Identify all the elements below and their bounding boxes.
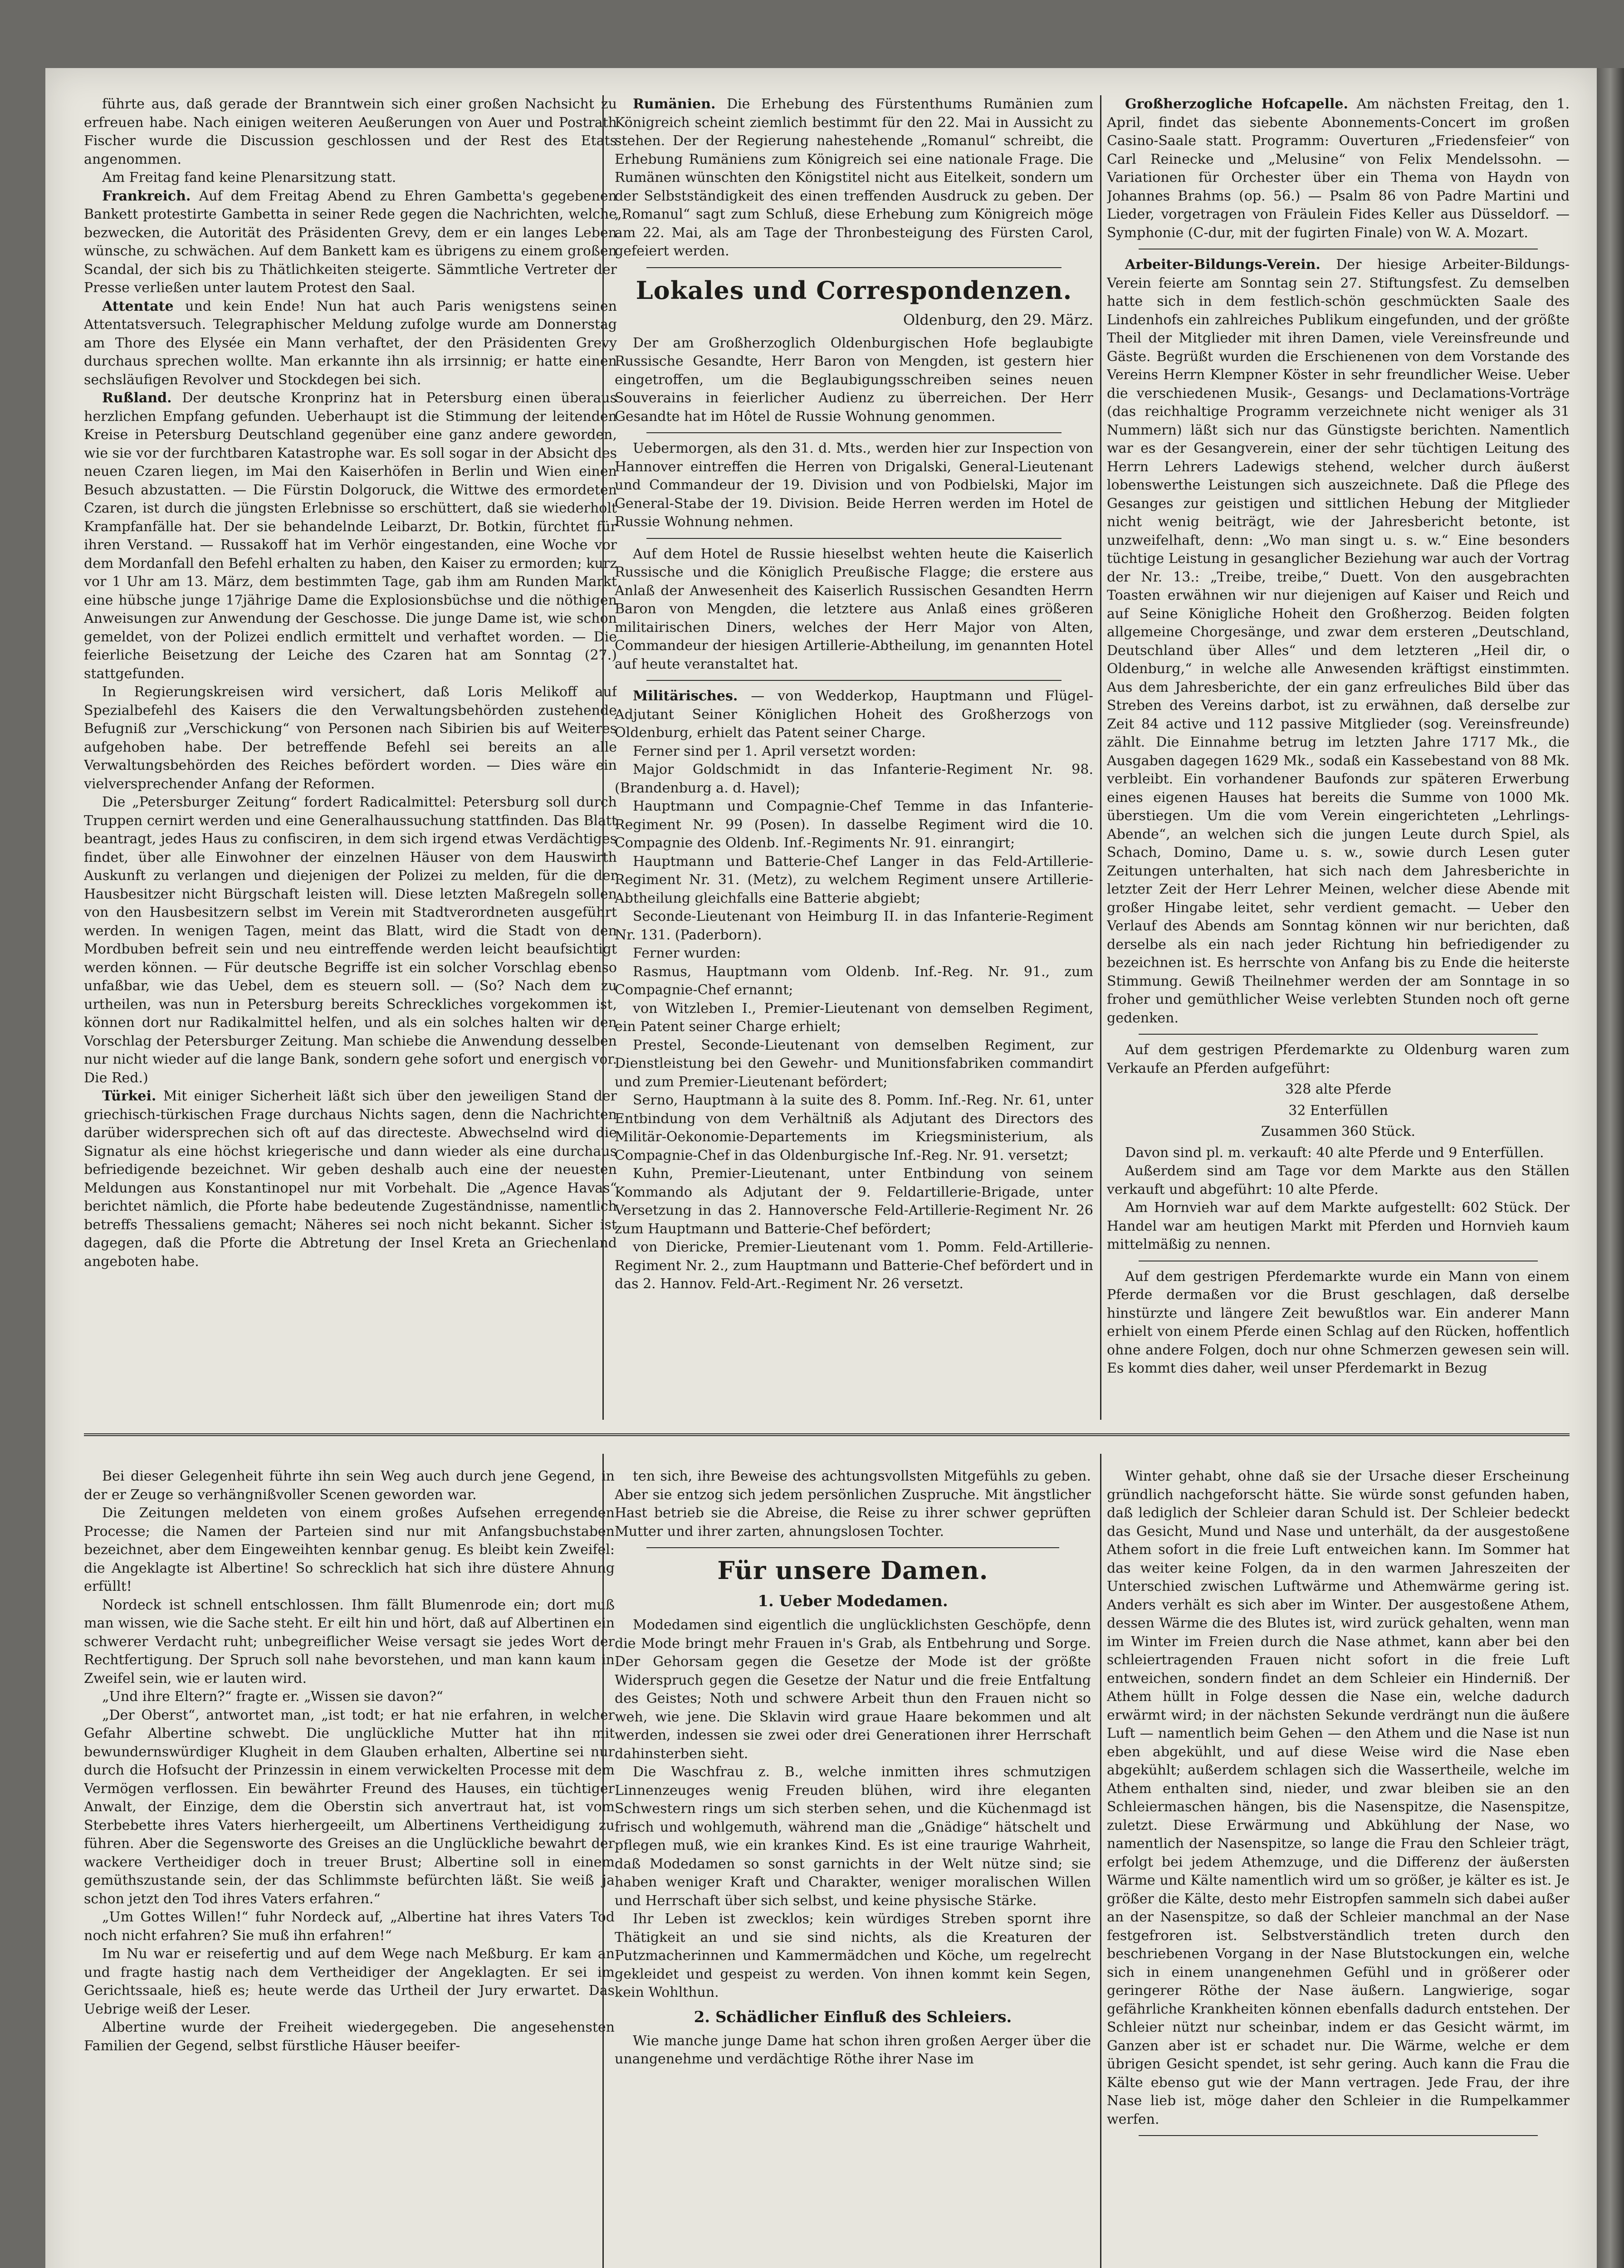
paragraph-lead: Militärisches. xyxy=(633,688,738,704)
paragraph xyxy=(84,793,617,1087)
paragraph xyxy=(615,1467,1091,1541)
paragraph-text: Kuhn, Premier-Lieutenant, unter Entbindung von seinem Kommando als Adjutant der 9. Feldartillerie-Brigade, unter Versetzung in das 2. Hannoversche Feld-Artillerie-Regiment Nr. 26 zum Hauptmann und Batterie-Chef befördert; xyxy=(615,1166,1093,1237)
paragraph xyxy=(615,853,1093,908)
paragraph xyxy=(84,169,617,187)
paragraph-lead: Großherzogliche Hofcapelle. xyxy=(1125,96,1348,112)
paragraph-text: Rasmus, Hauptmann vom Oldenb. Inf.-Reg. Nr. 91., zum Compagnie-Chef ernannt; xyxy=(615,963,1093,998)
paragraph-text: Am nächsten Freitag, den 1. April, findet das siebente Abonnements-Concert im großen Casino-Saale statt. Programm: Ouverturen „Friedensfeier“ von Carl Reinecke und „Melusine“ von Felix Mendelssohn. — Variationen für Orchester über ein Thema von Haydn von Johannes Brahms (op. 56.) — Psalm 86 von Padre Martini und Lieder, vorgetragen von Fräulein Fides Keller aus Düsseldorf. — Symphonie (C-dur, mit der fugirten Finale) von W. A. Mozart. xyxy=(1107,96,1570,241)
paragraph-text: von Witzleben I., Premier-Lieutenant von demselben Regiment, ein Patent seiner Charge erhielt; xyxy=(615,1000,1093,1035)
paragraph xyxy=(1107,95,1570,242)
paragraph xyxy=(84,2019,615,2055)
paragraph xyxy=(84,95,617,169)
paragraph-text: Ferner sind per 1. April versetzt worden: xyxy=(633,743,916,759)
paragraph-text: Auf dem gestrigen Pferdemarkte zu Oldenburg waren zum Verkaufe an Pferden aufgeführt: xyxy=(1107,1042,1570,1076)
paragraph xyxy=(84,187,617,298)
paragraph-text: „Der Oberst“, antwortet man, „ist todt; er hat nie erfahren, in welcher Gefahr Albertine schwebt. Die unglückliche Mutter hat ihn mit bewundernswürdiger Klugheit in dem Glauben erhalten, Albertine sei nur durch die Hofsucht der Prinzessin in einem verwickelten Processe mit dem Vermögen verflossen. Ein bewährter Freund des Hauses, ein tüchtiger Anwalt, der Einzige, dem die Oberstin sich anvertraut hat, ist vom Sterbebette ihres Vaters hierhergeeilt, um Albertinens Vertheidigung zu führen. Aber die Segensworte des Greises an die Unglückliche bewahrt der wackere Vertheidiger doch in treuer Brust; Albertine soll in einem gemüthszustande sein, der das Schlimmste befürchten läßt. Sie weiß ja schon jetzt den Tod ihres Vaters erfahren.“ xyxy=(84,1707,615,1907)
paragraph-text: Wie manche junge Dame hat schon ihren großen Aerger über die unangenehme und verdächtige Röthe ihrer Nase im xyxy=(615,2033,1091,2067)
book-edge xyxy=(1597,68,1624,2268)
paragraph xyxy=(615,334,1093,426)
paragraph-text: Die „Petersburger Zeitung“ fordert Radicalmittel: Petersburg soll durch Truppen cernirt werden und eine Generalhaussuchung stattfinden. Das Blatt beantragt, jedes Haus zu confisciren, in dem sich irgend etwas Verdächtiges findet, über alle Einwohner der einzelnen Häuser von dem Hauswirth Auskunft zu verlangen und diejenigen der Polizei zu melden, für die der Hausbesitzer nicht Bürgschaft leisten will. Diese letzten Maßregeln sollen von den Hausbesitzern selbst im Verein mit Stadtverordneten ausgeführt werden. In wenigen Tagen, meint das Blatt, wird die Stadt von den Mordbuben befreit sein und neu eintreffende werden leicht beaufsichtigt werden können. — Für deutsche Begriffe ist ein solcher Vorschlag ebenso unfaßbar, wie das Uebel, dem es steuern soll. — (So? Nach dem zu urtheilen, was nun in Petersburg bereits Schreckliches vorgekommen ist, können dort nur Radikalmittel helfen, und als ein solches halten wir den Vorschlag der Petersburger Zeitung. Man schiebe die Anwendung desselben nur nicht wieder auf die lange Bank, sondern gehe sofort und energisch vor. Die Red.) xyxy=(84,794,617,1086)
table-line xyxy=(1107,1080,1570,1099)
paragraph-text: Auf dem gestrigen Pferdemarkte wurde ein Mann von einem Pferde dermaßen vor die Brust geschlagen, daß derselbe hinstürzte und längere Zeit bewußtlos war. Ein anderer Mann erhielt von einem Pferde einen Schlag auf den Rücken, hoffentlich ohne andere Folgen, doch nur ohne Schmerzen gewesen sein will. Es kommt dies daher, weil unser Pferdemarkt in Bezug xyxy=(1107,1268,1570,1376)
article-rule xyxy=(646,267,1061,268)
paragraph xyxy=(615,687,1093,743)
paragraph-text: Mit einiger Sicherheit läßt sich über den jeweiligen Stand der griechisch-türkischen Frage durchaus Nichts sagen, denn die Nachrichten darüber widersprechen sich oft auf das directeste. Abwechselnd wird die Signatur als eine höchst kriegerische und dann wieder als eine durchaus befriedigende bezeichnet. Wir geben deshalb auch eine der neuesten Meldungen aus Konstantinopel nur mit Vorbehalt. Die „Agence Havas“ berichtet nämlich, die Pforte habe bedeutende Zugeständnisse, namentlich betreffs Thessaliens gemacht; Näheres sei noch nicht bekannt. Sicher ist dagegen, daß die Pforte die Abtretung der Insel Kreta an Griechenland angeboten habe. xyxy=(84,1088,617,1270)
paragraph xyxy=(615,1036,1093,1092)
paragraph-lead: Arbeiter-Bildungs-Verein. xyxy=(1125,257,1321,273)
paragraph xyxy=(615,1616,1091,1763)
paragraph xyxy=(615,761,1093,797)
paragraph-lead: Rumänien. xyxy=(633,96,716,112)
paragraph xyxy=(615,1910,1091,2002)
column-2 xyxy=(615,95,1093,1420)
article-rule xyxy=(646,680,1061,681)
column-divider xyxy=(1100,95,1101,1420)
paragraph-text: „Um Gottes Willen!“ fuhr Nordeck auf, „Albertine hat ihres Vaters Tod noch nicht erfahren? Sie muß ihn erfahren!“ xyxy=(84,1909,615,1944)
paragraph xyxy=(1107,1199,1570,1254)
paragraph xyxy=(615,743,1093,761)
paragraph xyxy=(615,944,1093,963)
paragraph-text: Der hiesige Arbeiter-Bildungs-Verein feierte am Sonntag sein 27. Stiftungsfest. Zu demselben hatte sich in dem festlich-schön geschmückten Saale des Lindenhofs ein zahlreiches Publikum eingefunden, und der größte Theil der Mitglieder mit ihren Damen, viele Vereinsfreunde und Gäste. Begrüßt wurden die Erschienenen von dem Vorstande des Vereins Herrn Klempner Köster in sehr freundlicher Weise. Ueber die verschiedenen Musik-, Gesangs- und Declamations-Vorträge (das reichhaltige Programm verzeichnete nicht weniger als 31 Nummern) läßt sich nur das Günstigste berichten. Namentlich war es der Gesangverein, einer der sehr tüchtigen Leitung des Herrn Lehrers Ladewigs stehend, welcher durch äußerst lobenswerthe Leistungen sich auszeichnete. Daß die Pflege des Gesanges zur geistigen und sittlichen Hebung der Mitglieder nicht wenig beiträgt, wie der Jahresbericht betonte, ist unzweifelhaft, denn: „Wo man singt u. s. w.“ Eine besonders tüchtige Leistung in gesanglicher Beziehung war auch der Vortrag der Nr. 13.: „Treibe, treibe,“ Duett. Von den ausgebrachten Toasten erwähnen wir nur diejenigen auf Kaiser und Reich und auf Seine Königliche Hoheit den Großherzog. Beiden folgten allgemeine Chorgesänge, und zwar dem ersteren „Deutschland, Deutschland über Alles“ und dem letzteren „Heil dir, o Oldenburg,“ in welche alle Anwesenden kräftigst einstimmten. Aus dem Jahresberichte, der ein ganz erfreuliches Bild über das Streben des Vereins darbot, ist zu erwähnen, daß derselbe zur Zeit 84 active und 112 passive Mitglieder (sog. Vereinsfreunde) zählt. Die Einnahme betrug im letzten Jahre 1717 Mk., die Ausgaben dagegen 1629 Mk., sodaß ein Kassebestand von 88 Mk. verbleibt. Ein vorhandener Baufonds zur späteren Erwerbung eines eigenen Hauses hat bereits die Summe von 1000 Mk. überstiegen. Um die vom Verein eingerichteten „Lehrlings-Abende“, an welchen sich die jungen Leute durch Spiel, als Schach, Domino, Dame u. s. w., sowie durch Lesen guter Zeitungen unterhalten, hat sich nach dem Jahresberichte in letzter Zeit der Herr Lehrer Meinen, welcher diese Abende mit großer Hingabe leitet, sehr verdient gemacht. — Ueber den Verlauf des Abends am Sonntag können wir nur berichten, daß derselbe als ein nach jeder Richtung hin befriedigender zu bezeichnen ist. Es herrschte von Anfang bis zu Ende die heiterste Stimmung. Gewiß Theilnehmer werden der am Sonntage in so froher und gemüthlicher Weise verlebten Stunden noch oft gerne gedenken. xyxy=(1107,257,1570,1026)
section-headline xyxy=(615,274,1093,306)
paragraph-text: In Regierungskreisen wird versichert, daß Loris Melikoff auf Spezialbefehl des Kaisers die den Verwaltungsbehörden zustehende Befugniß zur „Verschickung“ von Personen nach Sibirien bis auf Weiteres aufgehoben habe. Der betreffende Befehl sei bereits an alle Verwaltungsbehörden des Reiches befördert worden. — Dies wäre ein vielversprechender Anfang der Reformen. xyxy=(84,684,617,792)
column-divider xyxy=(602,95,604,1420)
paragraph-lead: Attentate xyxy=(102,298,174,314)
newspaper-page xyxy=(45,68,1597,2268)
paragraph xyxy=(1107,1268,1570,1378)
paragraph-text: Für unsere Damen. xyxy=(717,1556,988,1585)
column-3 xyxy=(1107,95,1570,1420)
paragraph xyxy=(84,683,617,793)
paragraph-text: und kein Ende! Nun hat auch Paris wenigstens seinen Attentatsversuch. Telegraphischer Meldung zufolge wurde am Donnerstag am Thore des Elysée ein Mann verhaftet, der den Präsidenten Grevy durchaus sprechen wollte. Man erkannte ihn als irrsinnig; er hatte einen sechsläufigen Revolver und Stockdegen bei sich. xyxy=(84,298,617,388)
paragraph xyxy=(84,1706,615,1909)
article-rule xyxy=(1139,2135,1538,2136)
article-rule xyxy=(1139,1034,1538,1035)
paragraph-text: Der deutsche Kronprinz hat in Petersburg einen überaus herzlichen Empfang gefunden. Ueberhaupt ist die Stimmung der leitenden Kreise in Petersburg Deutschland gegenüber eine ganz andere geworden, wie sie vor der furchtbaren Katastrophe war. Es soll sogar in der Absicht des neuen Czaren liegen, im Mai den Kaiserhöfen in Berlin und Wien einen Besuch abzustatten. — Die Fürstin Dolgoruck, die Wittwe des ermordeten Czaren, ist durch die jüngsten Erlebnisse so erschüttert, daß sie wiederholt Krampfanfälle hat. Der sie behandelnde Leibarzt, Dr. Botkin, fürchtet für ihren Verstand. — Russakoff hat im Verhör eingestanden, eine Woche vor dem Mordanfall den Befehl erhalten zu haben, den Kaiser zu ermorden; kurz vor 1 Uhr am 13. März, dem bestimmten Tage, gab ihm am Runden Markt eine hübsche junge 17jährige Dame die Explosionsbüchse und die nöthigen Anweisungen zur Anwendung der Geschosse. Die junge Dame ist, wie schon gemeldet, von der Polizei endlich ermittelt und verhaftet worden. — Die feierliche Beisetzung der Leiche des Czaren hat am Sonntag (27.) stattgefunden. xyxy=(84,390,617,682)
paragraph xyxy=(84,1945,615,2019)
article-rule xyxy=(646,538,1061,539)
section-headline xyxy=(615,1554,1091,1586)
column-divider xyxy=(602,1454,604,2268)
paragraph-text: Außerdem sind am Tage vor dem Markte aus den Ställen verkauft und abgeführt: 10 alte Pferde. xyxy=(1107,1163,1570,1198)
paragraph xyxy=(1107,256,1570,1027)
paragraph xyxy=(615,440,1093,532)
column-1 xyxy=(84,95,617,1420)
section-divider xyxy=(84,1433,1570,1436)
paragraph-text: Oldenburg, den 29. März. xyxy=(903,311,1093,328)
paragraph-text: Bei dieser Gelegenheit führte ihn sein Weg auch durch jene Gegend, in der er Zeuge so verhängnißvoller Scenen geworden war. xyxy=(84,1468,615,1503)
paragraph xyxy=(615,1165,1093,1238)
paragraph-text: Major Goldschmidt in das Infanterie-Regiment Nr. 98. (Brandenburg a. d. Havel); xyxy=(615,762,1093,796)
paragraph xyxy=(615,797,1093,853)
column-5 xyxy=(615,1467,1091,2268)
paragraph xyxy=(615,1000,1093,1036)
paragraph-text: Serno, Hauptmann à la suite des 8. Pomm. Inf.-Reg. Nr. 61, unter Entbindung von dem Verhältniß als Adjutant des Directors des Militär-Oekonomie-Departements im Kriegsministerium, als Compagnie-Chef in das Oldenburgische Inf.-Reg. Nr. 91. versetzt; xyxy=(615,1092,1093,1163)
paragraph xyxy=(615,95,1093,261)
paragraph-lead: Rußland. xyxy=(102,390,172,406)
paragraph-lead: Türkei. xyxy=(102,1088,157,1104)
paragraph-text: Hauptmann und Compagnie-Chef Temme in das Infanterie-Regiment Nr. 99 (Posen). In dasselbe Regiment wird die 10. Compagnie des Oldenb. Inf.-Regiments Nr. 91. einrangirt; xyxy=(615,798,1093,851)
paragraph xyxy=(615,908,1093,944)
paragraph-text: Albertine wurde der Freiheit wiedergegeben. Die angesehensten Familien der Gegend, selbst fürstliche Häuser beeifer- xyxy=(84,2019,615,2054)
paragraph xyxy=(615,2032,1091,2069)
paragraph-text: Hauptmann und Batterie-Chef Langer in das Feld-Artillerie-Regiment Nr. 31. (Metz), zu welchem Regiment unsere Artillerie-Abtheilung gleichfalls eine Batterie abgiebt; xyxy=(615,853,1093,906)
paragraph-text: Am Hornvieh war auf dem Markte aufgestellt: 602 Stück. Der Handel war am heutigen Markt mit Pferden und Hornvieh kaum mittelmäßig zu nennen. xyxy=(1107,1200,1570,1252)
paragraph-text: Nordeck ist schnell entschlossen. Ihm fällt Blumenrode ein; dort muß man wissen, wie die Sache steht. Er eilt hin und hört, daß auf Albertinen ein schwerer Verdacht ruht; unbegreiflicher Weise versagt sie jedes Wort der Rechtfertigung. Der Spruch soll nahe bevorstehen, und man kann kaum in Zweifel sein, wie er lauten wird. xyxy=(84,1597,615,1686)
paragraph xyxy=(84,298,617,390)
article-rule xyxy=(646,432,1061,433)
table-line xyxy=(1107,1123,1570,1141)
paragraph-lead: Frankreich. xyxy=(102,188,191,204)
paragraph-text: Davon sind pl. m. verkauft: 40 alte Pferde und 9 Enterfüllen. xyxy=(1125,1144,1544,1161)
subheading xyxy=(615,2007,1091,2028)
paragraph-text: Ferner wurden: xyxy=(633,945,741,961)
paragraph-text: Uebermorgen, als den 31. d. Mts., werden hier zur Inspection von Hannover eintreffen die Herren von Drigalski, General-Lieutenant und Commandeur der 19. Division und von Podbielski, Major im General-Stabe der 19. Division. Beide Herren werden im Hotel de Russie Wohnung nehmen. xyxy=(615,440,1093,530)
paragraph-text: Ihr Leben ist zwecklos; kein würdiges Streben spornt ihre Thätigkeit an und sie sind nichts, als die Kreaturen der Putzmacherinnen und Kammermädchen und Köche, um regelrecht gekleidet und gespeist zu werden. Von ihnen kommt kein Segen, kein Wohlthun. xyxy=(615,1911,1091,2000)
paragraph-text: Im Nu war er reisefertig und auf dem Wege nach Meßburg. Er kam an und fragte hastig nach dem Vertheidiger der Angeklagten. Er sei im Gerichtssaale, hieß es; heute werde das Urtheil der Jury erwartet. Das Uebrige weiß der Leser. xyxy=(84,1946,615,2017)
paragraph-text: 32 Enterfüllen xyxy=(1288,1102,1388,1119)
paragraph xyxy=(615,1238,1093,1294)
paragraph-text: Die Waschfrau z. B., welche inmitten ihres schmutzigen Linnenzeuges wenig Freuden blühen, wird ihre eleganten Schwestern rings um sich sterben sehen, und die Küchenmagd ist frisch und wohlgemuth, während man die „Gnädige“ hätschelt und pflegen muß, wie ein krankes Kind. Es ist eine traurige Wahrheit, daß Modedamen so sonst garnichts in der Welt nütze sind; sie haben weniger Kraft und Charakter, weniger moralischen Willen und Herrschaft über sich selbst, und keine physische Stärke. xyxy=(615,1764,1091,1909)
paragraph-text: Winter gehabt, ohne daß sie der Ursache dieser Erscheinung gründlich nachgeforscht hätte. Sie würde sonst gefunden haben, daß lediglich der Schleier daran Schuld ist. Der Schleier bedeckt das Gesicht, Mund und Nase und unterhält, da der ausgestoßene Athem sofort in die freie Luft entweichen kann. Im Sommer hat das weiter keine Folgen, da in den warmen Jahreszeiten der Unterschied zwischen Luftwärme und Athemwärme gering ist. Anders verhält es sich aber im Winter. Der ausgestoßene Athem, dessen Wärme die des Blutes ist, wird zurück gehalten, wenn man im Winter im Freien durch die Nase athmet, kann aber bei den schleiertragenden Frauen nicht sofort in die freie Luft entweichen, sondern findet an dem Schleier ein Hinderniß. Der Athem hüllt in Folge dessen die Nase ein, welche dadurch erwärmt wird; in der nächsten Sekunde verdrängt nun die äußere Luft — namentlich beim Gehen — den Athem und die Nase ist nun eben abgekühlt, und auf diese Weise wird die Nase eben abgekühlt; außerdem schlagen sich die Wassertheile, welche im Athem enthalten sind, nieder, und zwar bleiben sie an den Schleiermaschen hängen, bis die Nasenspitze, die Nasenspitze, zuletzt. Diese Erwärmung und Abkühlung der Nase, wo namentlich der Nasenspitze, so lange die Frau den Schleier trägt, erfolgt bei jedem Athemzuge, und die Differenz der äußersten Wärme und Kälte namentlich wird um so größer, je kälter es ist. Je größer die Kälte, desto mehr Eistropfen sammeln sich dabei außer an der Nasenspitze, so daß der Schleier manchmal an der Nase festgefroren ist. Selbstverständlich treten durch den beschriebenen Vorgang in der Nase Blutstockungen ein, welche sich in einem unangenehmen Gefühl und in größerer oder geringerer Röthe der Nase äußern. Langwierige, sogar gefährliche Krankheiten können ebenfalls dadurch entstehen. Der Schleier nützt nur scheinbar, indem er das Gesicht wärmt, im Ganzen aber ist er schadet nur. Die Wärme, welche er dem übrigen Gesicht spendet, ist sehr gering. Auch kann die Frau die Kälte ebenso gut wie der Mann vertragen. Jede Frau, der ihre Nase lieb ist, möge daher den Schleier in die Rumpelkammer werfen. xyxy=(1107,1468,1570,2127)
paragraph xyxy=(615,963,1093,1000)
paragraph-text: Lokales und Correspondenzen. xyxy=(636,275,1072,305)
paragraph xyxy=(1107,1041,1570,1078)
paragraph xyxy=(615,1091,1093,1165)
paragraph-text: Am Freitag fand keine Plenarsitzung statt. xyxy=(102,170,396,186)
paragraph-text: Die Erhebung des Fürstenthums Rumänien zum Königreich scheint ziemlich bestimmt für den 22. Mai in Aussicht zu stehen. Der der Regierung nahestehende „Romanul“ schreibt, die Erhebung Rumäniens zum Königreich sei eine nationale Frage. Die Rumänen wünschten den Königstitel nicht aus Eitelkeit, sondern um der Selbstständigkeit des einen treffenden Ausdruck zu geben. Der „Romanul“ sagt zum Schluß, diese Erhebung zum Königreich möge am 22. Mai, als am Tage der Thronbesteigung des Fürsten Carol, gefeiert werden. xyxy=(615,96,1093,259)
column-divider xyxy=(1100,1454,1101,2268)
article-rule xyxy=(646,1547,1059,1548)
paragraph-text: Der am Großherzoglich Oldenburgischen Hofe beglaubigte Russische Gesandte, Herr Baron von Mengden, ist gestern hier eingetroffen, um die Beglaubigungsschreiben seines neuen Souverains in feierlicher Audienz zu überreichen. Der Herr Gesandte hat im Hôtel de Russie Wohnung genommen. xyxy=(615,335,1093,425)
paragraph xyxy=(84,1908,615,1945)
paragraph-text: Zusammen 360 Stück. xyxy=(1261,1124,1416,1139)
subheading xyxy=(615,1591,1091,1612)
paragraph-text: Seconde-Lieutenant von Heimburg II. in das Infanterie-Regiment Nr. 131. (Paderborn). xyxy=(615,909,1093,943)
paragraph xyxy=(615,1763,1091,1910)
paragraph xyxy=(615,545,1093,674)
paragraph xyxy=(1107,1162,1570,1199)
column-4 xyxy=(84,1467,615,2268)
paragraph-text: „Und ihre Eltern?“ fragte er. „Wissen sie davon?“ xyxy=(102,1689,444,1705)
dateline xyxy=(615,310,1093,330)
column-6 xyxy=(1107,1467,1570,2268)
paragraph-text: ten sich, ihre Beweise des achtungsvollsten Mitgefühls zu geben. Aber sie entzog sich jedem persönlichen Zuspruche. Mit ängstlicher Hast betrieb sie die Abreise, die Reise zu ihrer schwer geprüften Mutter und ihrer zarten, ahnungslosen Tochter. xyxy=(615,1468,1091,1540)
paragraph xyxy=(1107,1467,1570,2129)
table-line xyxy=(1107,1102,1570,1120)
paragraph-text: — von Wedderkop, Hauptmann und Flügel-Adjutant Seiner Königlichen Hoheit des Großherzogs von Oldenburg, erhielt das Patent seiner Charge. xyxy=(615,688,1093,741)
paragraph-text: 1. Ueber Modedamen. xyxy=(758,1592,948,1610)
paragraph-text: führte aus, daß gerade der Branntwein sich einer großen Nachsicht zu erfreuen habe. Nach einigen weiteren Aeußerungen von Auer und Postrath Fischer wurde die Discussion geschlossen und der Rest des Etats angenommen. xyxy=(84,96,617,167)
paragraph xyxy=(84,1688,615,1706)
paragraph-text: 328 alte Pferde xyxy=(1285,1081,1391,1097)
paragraph-text: von Diericke, Premier-Lieutenant vom 1. Pomm. Feld-Artillerie-Regiment Nr. 2., zum Hauptmann und Batterie-Chef befördert und in das 2. Hannov. Feld-Art.-Regiment Nr. 26 versetzt. xyxy=(615,1239,1093,1292)
paragraph xyxy=(84,1596,615,1688)
paragraph-text: Auf dem Freitag Abend zu Ehren Gambetta's gegebenen Bankett protestirte Gambetta in seiner Rede gegen die Nachrichten, welche bezwecken, die Autorität des Präsidenten Grevy, dem er ein langes Leben wünsche, zu schwächen. Auf dem Bankett kam es übrigens zu einem großen Scandal, der sich bis zu Thätlichkeiten steigerte. Sämmtliche Vertreter der Presse verließen unter lautem Protest den Saal. xyxy=(84,188,617,296)
paragraph-text: Auf dem Hotel de Russie hieselbst wehten heute die Kaiserlich Russische und die Königlich Preußische Flagge; die erstere aus Anlaß der Anwesenheit des Kaiserlich Russischen Gesandten Herrn Baron von Mengden, die letztere aus Anlaß eines größeren militairischen Diners, welches der Herr Major von Alten, Commandeur der hiesigen Artillerie-Abtheilung, im genannten Hotel auf heute veranstaltet hat. xyxy=(615,546,1093,672)
paragraph-text: Modedamen sind eigentlich die unglücklichsten Geschöpfe, denn die Mode bringt mehr Frauen in's Grab, als Entbehrung und Sorge. Der Gehorsam gegen die Gesetze der Mode ist der größte Widerspruch gegen die Gesetze der Natur und die freie Entfaltung des Geistes; Noth und schwere Arbeit thun den Frauen nicht so weh, wie jene. Die Sklavin wird graue Haare bekommen und alt werden, indessen sie zwei oder drei Generationen ihrer Herrschaft dahinsterben sieht. xyxy=(615,1617,1091,1762)
paragraph xyxy=(84,1467,615,1504)
paragraph xyxy=(84,389,617,683)
paragraph-text: Prestel, Seconde-Lieutenant von demselben Regiment, zur Dienstleistung bei den Gewehr- und Munitionsfabriken commandirt und zum Premier-Lieutenant befördert; xyxy=(615,1037,1093,1090)
paragraph xyxy=(1107,1144,1570,1163)
paragraph-text: Die Zeitungen meldeten von einem großes Aufsehen erregenden Processe; die Namen der Parteien sind nur mit Anfangsbuchstaben bezeichnet, aber dem Eingeweihten kennbar genug. Es bleibt kein Zweifel: die Angeklagte ist Albertine! So schrecklich hat sich ihre düstere Ahnung erfüllt! xyxy=(84,1505,615,1594)
paragraph xyxy=(84,1504,615,1596)
paragraph xyxy=(84,1087,617,1271)
paragraph-text: 2. Schädlicher Einfluß des Schleiers. xyxy=(694,2008,1012,2026)
